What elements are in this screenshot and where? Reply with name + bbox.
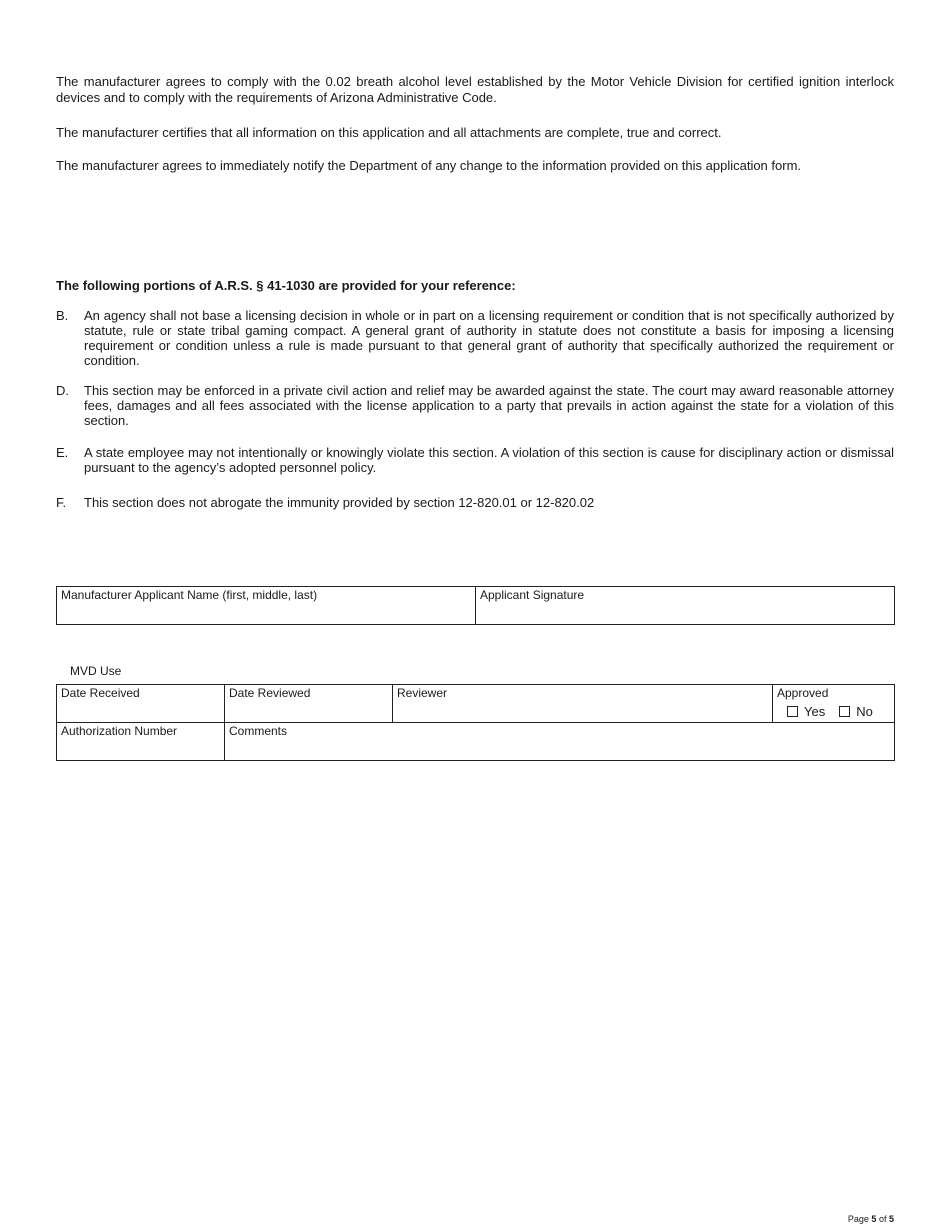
page-total: 5: [888, 1214, 894, 1224]
yes-checkbox[interactable]: [787, 706, 798, 717]
ars-item-letter: B.: [56, 308, 69, 323]
ars-item-letter: E.: [56, 445, 69, 460]
approved-no-option[interactable]: [839, 704, 873, 719]
no-checkbox[interactable]: [839, 706, 850, 717]
ars-item-letter: D.: [56, 383, 69, 398]
authorization-number-label: Authorization Number: [61, 724, 178, 738]
date-received-label: Date Received: [61, 686, 140, 700]
approved-field: [773, 685, 895, 723]
reviewer-field[interactable]: [393, 685, 773, 723]
no-label: No: [856, 704, 873, 719]
certification-paragraph: The manufacturer certifies that all information on this application and all attachments are complete, true and correct.: [56, 125, 722, 140]
authorization-number-field[interactable]: [57, 723, 225, 761]
form-page: [56, 0, 894, 1230]
ars-item-letter: F.: [56, 495, 67, 510]
page-prefix: Page: [847, 1214, 869, 1224]
reviewer-label: Reviewer: [397, 686, 448, 700]
compliance-paragraph: The manufacturer agrees to comply with the 0.02 breath alcohol level established by the Motor Vehicle Division for certified ignition interlock devices and to comply with the requirements of Arizona Administrative Code.: [56, 74, 894, 105]
notification-paragraph: The manufacturer agrees to immediately notify the Department of any change to the information provided on this application form.: [56, 158, 802, 173]
comments-label: Comments: [229, 724, 288, 738]
date-received-field[interactable]: [57, 685, 225, 723]
date-reviewed-field[interactable]: [225, 685, 393, 723]
yes-label: Yes: [804, 704, 826, 719]
signature-table: [56, 586, 895, 625]
ars-item-text: This section may be enforced in a private civil action and relief may be awarded against the state. The court may award reasonable attorney fees, damages and all fees associated with the license application to a party that prevails in action against the state for a violation of this section.: [84, 383, 894, 428]
approved-label: Approved: [777, 686, 829, 700]
mvd-use-label: MVD Use: [70, 664, 122, 678]
ars-item-text: An agency shall not base a licensing decision in whole or in part on a licensing requirement or condition that is not specifically authorized by statute, rule or state tribal gaming compact. A general grant of authority in statute does not constitute a basis for imposing a licensing requirement or condition unless a rule is made pursuant to that general grant of authority that specifically authorized the requirement or condition.: [84, 308, 894, 368]
date-reviewed-label: Date Reviewed: [229, 686, 311, 700]
ars-item-text: This section does not abrogate the immunity provided by section 12-820.01 or 12-820.02: [84, 495, 595, 510]
applicant-name-label: Manufacturer Applicant Name (first, middle, last): [61, 588, 318, 602]
page-current: 5: [871, 1214, 877, 1224]
approved-yes-option[interactable]: [787, 704, 825, 719]
approved-options: [777, 705, 890, 719]
applicant-name-field[interactable]: [57, 587, 476, 625]
page-of: of: [878, 1214, 887, 1224]
ars-heading: The following portions of A.R.S. § 41-1030 are provided for your reference:: [56, 278, 516, 293]
applicant-signature-label: Applicant Signature: [480, 588, 585, 602]
applicant-signature-field[interactable]: [476, 587, 895, 625]
page-number: [848, 1214, 894, 1224]
comments-field[interactable]: [225, 723, 895, 761]
mvd-use-table: [56, 684, 895, 761]
ars-item-text: A state employee may not intentionally or knowingly violate this section. A violation of this section is cause for disciplinary action or dismissal pursuant to the agency’s adopted personnel policy.: [84, 445, 894, 475]
